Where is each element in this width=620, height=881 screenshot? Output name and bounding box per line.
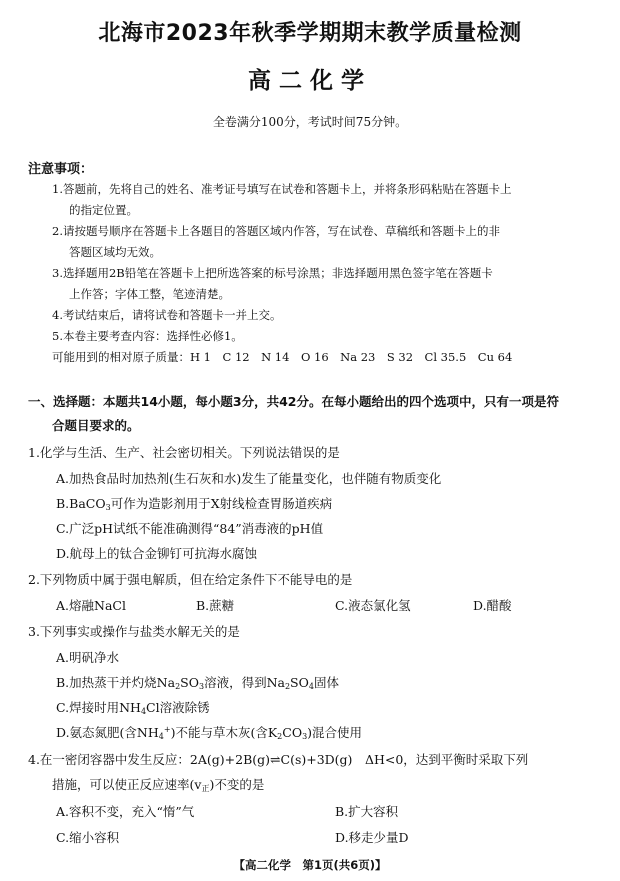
q1-option-c: C.广泛pH试纸不能准确测得“84”消毒液的pH值 [56, 521, 324, 536]
q4-option-c: C.缩小容积 [56, 830, 120, 845]
question-4-stem-cont: 措施，可以使正反应速率$(v_正)$不变的是 [52, 777, 265, 793]
q2-option-c: C.液态氯化氢 [335, 598, 411, 613]
notice-line: 5.本卷主要考查内容：选择性必修1。 [52, 329, 243, 343]
notice-line: 1.答题前，先将自己的姓名、准考证号填写在试卷和答题卡上，并将条形码粘贴在答题卡上 [52, 182, 512, 196]
notice-line: 2.请按题号顺序在答题卡上各题目的答题区域内作答，写在试卷、草稿纸和答题卡上的非 [52, 224, 500, 238]
question-4-stem: 4.在一密闭容器中发生反应：2A(g)+2B(g)⇌C(s)+3D(g) ΔH<0，达到平衡时采取下列 [28, 752, 529, 767]
section-heading-cont: 合题目要求的。 [52, 418, 140, 433]
atomic-mass-line: 可能用到的相对原子质量：H 1 C 12 N 14 O 16 Na 23 S 32 Cl 35.5 Cu 64 [52, 350, 513, 364]
score-line: 全卷满分100分，考试时间75分钟。 [212, 115, 408, 129]
q3-option-b: B.加热蒸干并灼烧$Na_2SO_3$溶液，得到$Na_2SO_4$固体 [56, 675, 339, 691]
q2-option-d: D.醋酸 [473, 598, 512, 613]
notice-line: 3.选择题用2B铅笔在答题卡上把所选答案的标号涂黑；非选择题用黑色签字笔在答题卡 [52, 266, 493, 280]
q2-option-a: A.熔融NaCl [56, 598, 126, 613]
notice-line: 答题区域均无效。 [69, 245, 161, 259]
q1-option-b: B.BaCO$_3$可作为造影剂用于X射线检查胃肠道疾病 [56, 496, 333, 512]
notice-line: 上作答；字体工整，笔迹清楚。 [69, 287, 230, 301]
notice-line: 的指定位置。 [69, 203, 138, 217]
page-title: 北海市2023年秋季学期期末教学质量检测 [98, 21, 522, 46]
q1-option-a: A.加热食品时加热剂(生石灰和水)发生了能量变化，也伴随有物质变化 [56, 471, 442, 486]
question-2-stem: 2.下列物质中属于强电解质，但在给定条件下不能导电的是 [28, 572, 353, 587]
q3-option-c: C.焊接时用$NH_4Cl$溶液除锈 [56, 700, 210, 716]
notice-heading: 注意事项： [28, 162, 94, 177]
q4-option-a: A.容积不变，充入“惰”气 [56, 804, 195, 819]
q1-option-d: D.航母上的钛合金铆钉可抗海水腐蚀 [56, 546, 258, 561]
q3-option-a: A.明矾净水 [56, 650, 120, 665]
q4-option-b: B.扩大容积 [335, 804, 399, 819]
q2-option-b: B.蔗糖 [196, 598, 235, 613]
question-1-stem: 1.化学与生活、生产、社会密切相关。下列说法错误的是 [28, 445, 340, 460]
notice-line: 4.考试结束后，请将试卷和答题卡一并上交。 [52, 308, 282, 322]
q3-option-d: D.氨态氮肥(含$NH_4^+$)不能与草木灰(含$K_2CO_3$)混合使用 [56, 725, 363, 741]
page-footer: 【高二化学 第1页(共6页)】 [233, 858, 387, 872]
q4-option-d: D.移走少量D [335, 830, 409, 845]
section-heading: 一、选择题：本题共14小题，每小题3分，共42分。在每小题给出的四个选项中，只有一项是符 [28, 394, 559, 409]
subject-title: 高二化学 [248, 68, 372, 94]
question-3-stem: 3.下列事实或操作与盐类水解无关的是 [28, 624, 240, 639]
